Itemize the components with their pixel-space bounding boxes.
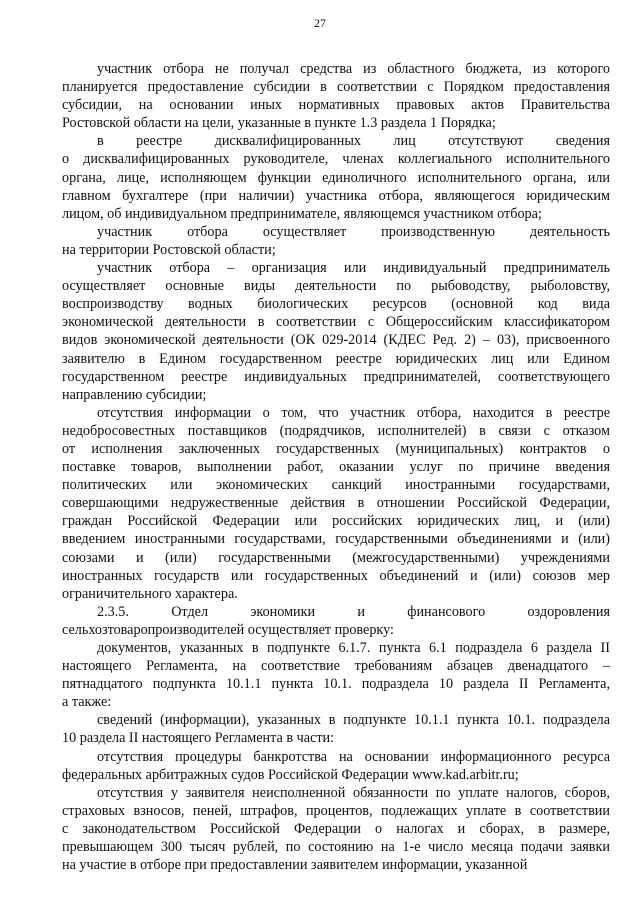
text-line: недобросовестных поставщиков (подрядчиков, исполнителей) в связи с отказом xyxy=(62,422,610,439)
text-line: 2.3.5. Отдел экономики и финансового оздоровления xyxy=(97,603,610,620)
text-line: а также: xyxy=(62,694,112,711)
text-line: поставке товаров, выполнении работ, оказании услуг по причине введения xyxy=(62,459,610,476)
text-line: отсутствия у заявителя неисполненной обязанности по уплате налогов, сборов, xyxy=(97,784,610,801)
paragraph xyxy=(62,639,610,711)
paragraph xyxy=(62,223,610,259)
paragraph xyxy=(62,603,610,639)
text-line: граждан Российской Федерации или российских юридических лиц, и (или) xyxy=(62,513,610,530)
paragraph xyxy=(62,784,610,874)
text-line: заявителю в Едином государственном реестре юридических лиц или Едином xyxy=(62,350,610,367)
text-line: федеральных арбитражных судов Российской Федерации www.kad.arbitr.ru; xyxy=(62,766,519,783)
text-line: 10 раздела II настоящего Регламента в части: xyxy=(62,730,335,747)
text-line: документов, указанных в подпункте 6.1.7. пункта 6.1 подраздела 6 раздела II xyxy=(97,640,610,656)
text-line: лицом, об индивидуальном предпринимателе, являющемся участником отбора; xyxy=(62,205,542,222)
text-line: с законодательством Российской Федерации о налогах и сборах, в размере, xyxy=(62,820,610,837)
text-line: планируется предоставление субсидии в соответствии с Порядком предоставления xyxy=(62,79,610,96)
text-line: видов экономической деятельности (ОК 029-2014 (КДЕС Ред. 2) – 03), присвоенного xyxy=(62,332,610,349)
text-line: участник отбора не получал средства из областного бюджета, из которого xyxy=(97,61,610,77)
text-line: превышающем 300 тысяч рублей, по состоянию на 1-е число месяца подачи заявки xyxy=(62,839,610,856)
text-line: Ростовской области на цели, указанные в пункте 1.3 раздела 1 Порядка; xyxy=(62,115,496,132)
text-line: сведений (информации), указанных в подпункте 10.1.1 пункта 10.1. подраздела xyxy=(97,712,610,729)
text-line: участник отбора осуществляет производственную деятельность xyxy=(97,223,610,240)
paragraph xyxy=(62,711,610,747)
page-number: 27 xyxy=(314,16,326,30)
text-line: совершающими недружественные действия в отношении Российской Федерации, xyxy=(62,495,610,512)
text-line: субсидии, на основании иных нормативных правовых актов Правительства xyxy=(62,97,610,114)
document-body xyxy=(62,60,610,874)
text-line: иностранных государств или государственных объединений и (или) союзов мер xyxy=(62,567,610,584)
text-line: союзами и (или) государственными (межгосударственными) учреждениями xyxy=(62,549,610,566)
text-line: от исполнения заключенных государственных (муниципальных) контрактов о xyxy=(62,440,610,457)
text-line: страховых взносов, пеней, штрафов, процентов, подлежащих уплате в соответствии xyxy=(62,802,610,819)
text-line: воспроизводству водных биологических ресурсов (основной код вида xyxy=(62,296,610,313)
text-line: направлению субсидии; xyxy=(62,386,207,403)
text-line: государственном реестре индивидуальных предпринимателей, соответствующего xyxy=(62,368,610,385)
text-line: экономической деятельности в соответствии с Общероссийским классификатором xyxy=(62,314,610,331)
text-line: отсутствия процедуры банкротства на основании информационного ресурса xyxy=(97,748,610,765)
paragraph xyxy=(62,404,610,603)
paragraph xyxy=(62,748,610,784)
text-line: главном бухгалтере (при наличии) участника отбора, являющегося юридическим xyxy=(62,187,610,204)
text-line: ограничительного характера. xyxy=(62,585,238,602)
text-line: осуществляет основные виды деятельности по рыбоводству, рыболовству, xyxy=(62,278,610,295)
text-line: введением иностранными государствами, государственными объединениями и (или) xyxy=(62,531,610,548)
text-line: сельхозтоваропроизводителей осуществляет проверку: xyxy=(62,621,394,638)
text-line: на территории Ростовской области; xyxy=(62,241,276,258)
text-line: настоящего Регламента, на соответствие требованиям абзацев двенадцатого – xyxy=(62,658,610,675)
text-line: органа, лице, исполняющем функции единоличного исполнительного органа, или xyxy=(62,169,610,186)
text-line: на участие в отборе при предоставлении заявителем информации, указанной xyxy=(62,857,528,874)
text-line: пятнадцатого подпункта 10.1.1 пункта 10.1. подраздела 10 раздела II Регламента, xyxy=(62,676,610,693)
text-line: отсутствия информации о том, что участник отбора, находится в реестре xyxy=(97,404,610,421)
paragraph xyxy=(62,60,610,132)
text-line: политических или экономических санкций иностранными государствами, xyxy=(62,477,610,494)
paragraph xyxy=(62,132,610,222)
paragraph xyxy=(62,259,610,404)
text-line: участник отбора – организация или индивидуальный предприниматель xyxy=(97,260,610,277)
text-line: о дисквалифицированных руководителе, членах коллегиального исполнительного xyxy=(62,151,610,168)
text-line: в реестре дисквалифицированных лиц отсутствуют сведения xyxy=(97,133,610,150)
